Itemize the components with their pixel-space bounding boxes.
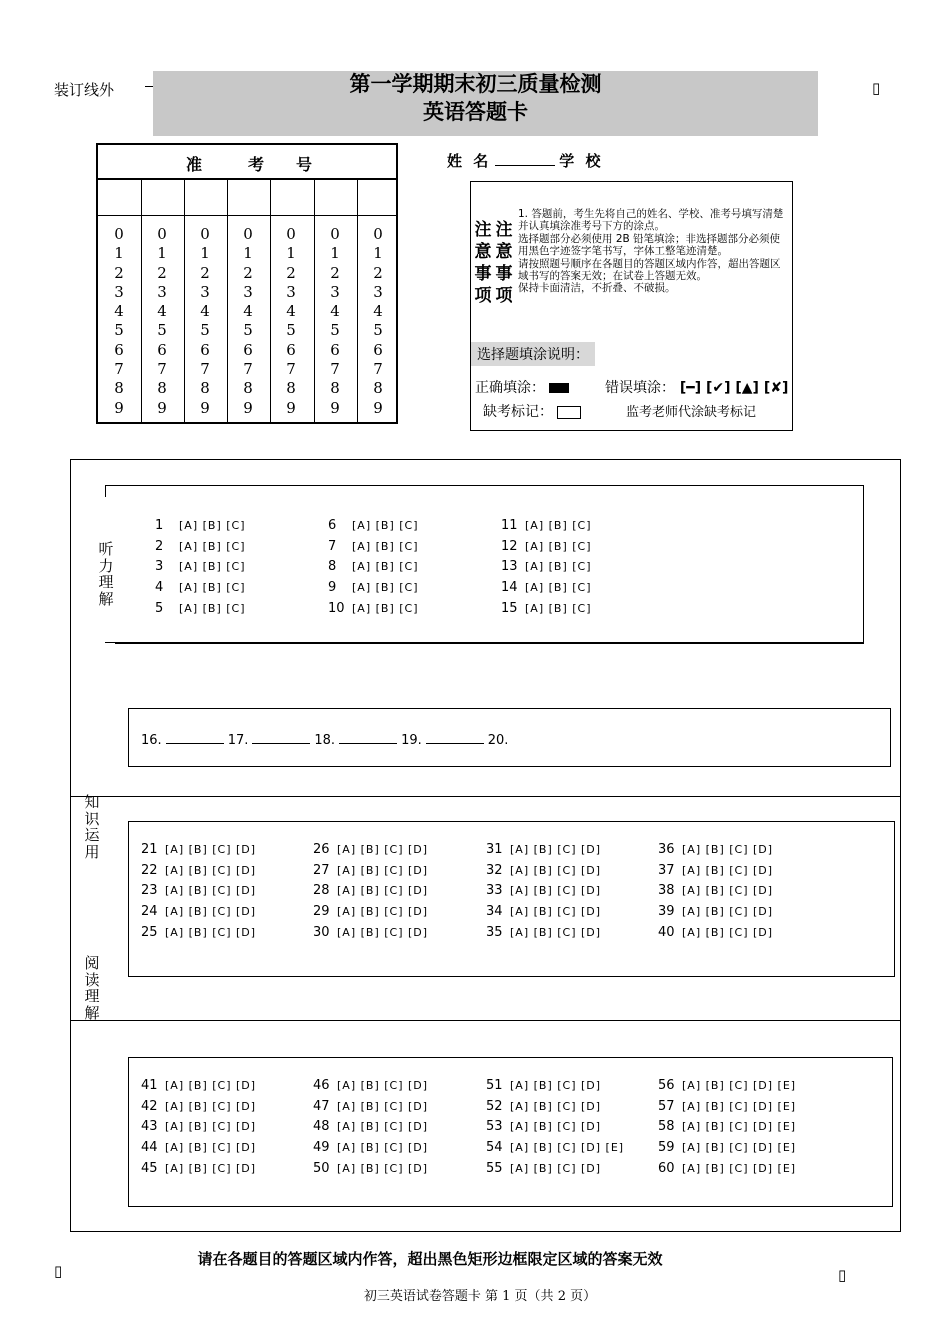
digit-bubble[interactable]: 1	[114, 244, 124, 263]
digit-bubble[interactable]: 5	[373, 321, 383, 340]
digit-bubble[interactable]: 2	[200, 263, 210, 282]
question-number: 12	[501, 538, 518, 554]
digit-bubble[interactable]: 8	[157, 379, 167, 398]
question-number: 37	[658, 862, 675, 878]
question-item[interactable]	[501, 539, 592, 554]
blank-number: 20.	[487, 733, 509, 748]
question-item[interactable]	[501, 518, 592, 533]
digit-bubble[interactable]: 1	[330, 244, 340, 263]
digit-bubble[interactable]: 1	[200, 244, 210, 263]
question-number: 26	[313, 842, 330, 857]
digit-bubble[interactable]: 3	[373, 282, 383, 301]
answer-options[interactable]: [A] [B] [C] [D]	[510, 1161, 602, 1175]
answer-options[interactable]: [A] [B] [C] [D]	[510, 863, 602, 877]
question-item[interactable]	[486, 1099, 601, 1114]
question-item[interactable]	[313, 842, 428, 857]
listening-box-underline	[115, 643, 864, 644]
digit-bubble[interactable]: 2	[373, 263, 383, 282]
question-item[interactable]	[155, 539, 246, 554]
digit-bubble[interactable]: 0	[114, 225, 124, 243]
question-item[interactable]	[658, 1119, 796, 1134]
divider	[145, 86, 153, 87]
question-item[interactable]	[141, 1161, 256, 1176]
absent-note: 监考老师代涂缺考标记	[626, 405, 757, 420]
question-item[interactable]	[501, 559, 592, 574]
question-number: 42	[141, 1098, 158, 1114]
question-number: 22	[141, 862, 158, 878]
exam-number-digit-column	[238, 225, 258, 418]
answer-options[interactable]: [A] [B] [C] [D]	[337, 1099, 429, 1113]
listening-label: 听 力 理 解	[98, 540, 114, 608]
answer-options[interactable]: [A] [B] [C] [D]	[682, 843, 774, 856]
answer-options[interactable]: [A] [B] [C] [D]	[337, 1141, 429, 1155]
school-label: 学 校	[559, 152, 604, 170]
digit-bubble[interactable]: 1	[243, 244, 253, 263]
solid-mark-icon	[549, 383, 569, 393]
question-number: 29	[313, 904, 330, 920]
digit-bubble[interactable]: 4	[157, 302, 167, 321]
question-number: 52	[486, 1098, 503, 1114]
binding-mark-top-left: 装订线外	[54, 81, 115, 99]
exam-number-digit-column	[368, 225, 388, 418]
question-item[interactable]	[486, 883, 601, 898]
question-number: 5	[155, 600, 164, 616]
correct-fill-example: 正确填涂：	[475, 377, 569, 397]
blank-number: 17.	[227, 733, 249, 748]
digit-bubble[interactable]: 8	[373, 379, 383, 398]
question-number: 55	[486, 1160, 503, 1176]
fill-heading: 选择题填涂说明：	[471, 342, 595, 366]
digit-bubble[interactable]: 9	[243, 398, 253, 417]
digit-bubble[interactable]: 7	[200, 360, 210, 379]
answer-options[interactable]: [A] [B] [C] [D]	[165, 1120, 257, 1134]
question-number: 36	[658, 842, 675, 857]
wrong-fill-example: 错误填涂： [━] [✔] [▲] [✘]	[605, 380, 789, 396]
answer-options[interactable]: [A] [B] [C] [D]	[337, 863, 429, 877]
reading-label: 阅 读 理 解	[84, 954, 100, 1022]
question-number: 45	[141, 1160, 158, 1176]
fill-instructions	[470, 339, 793, 431]
question-item[interactable]	[328, 580, 419, 595]
digit-bubble[interactable]: 7	[330, 360, 340, 379]
exam-number-write-row	[98, 180, 396, 216]
question-number: 3	[155, 559, 164, 575]
question-item[interactable]	[155, 518, 246, 533]
question-number: 27	[313, 862, 330, 878]
exam-number-column-divider	[141, 180, 142, 422]
answer-options[interactable]: [A] [B] [C] [D]	[682, 884, 774, 898]
question-number: 51	[486, 1078, 503, 1093]
digit-bubble[interactable]: 2	[157, 263, 167, 282]
blank-answer-line[interactable]	[252, 743, 310, 744]
question-number: 59	[658, 1140, 675, 1156]
notice-box	[470, 181, 793, 339]
question-number: 33	[486, 883, 503, 899]
answer-options[interactable]: [A] [B] [C] [D]	[510, 925, 602, 939]
digit-bubble[interactable]: 2	[243, 263, 253, 282]
page-title: 第一学期期末初三质量检测	[349, 72, 602, 96]
question-item[interactable]	[313, 1119, 428, 1134]
digit-bubble[interactable]: 1	[286, 244, 296, 263]
question-item[interactable]	[141, 1078, 256, 1093]
listening-box-tick	[105, 485, 106, 497]
answer-options[interactable]: [A] [B] [C] [D]	[337, 905, 429, 919]
question-item[interactable]	[658, 883, 773, 898]
answer-options[interactable]: [A] [B] [C]	[179, 560, 246, 574]
answer-options[interactable]: [A] [B] [C]	[525, 560, 592, 574]
answer-options[interactable]: [A] [B] [C] [D]	[337, 1161, 429, 1175]
exam-number-digit-column	[109, 225, 129, 418]
question-number: 47	[313, 1098, 330, 1114]
answer-options[interactable]: [A] [B] [C] [D] [E]	[682, 1141, 797, 1155]
question-item[interactable]	[486, 1161, 601, 1176]
digit-bubble[interactable]: 3	[157, 282, 167, 301]
question-item[interactable]	[141, 904, 256, 919]
digit-bubble[interactable]: 9	[286, 398, 296, 417]
name-input[interactable]	[495, 165, 555, 166]
question-number: 41	[141, 1078, 158, 1093]
digit-bubble[interactable]: 6	[157, 340, 167, 359]
exam-number-grid	[96, 143, 398, 424]
answer-options[interactable]: [A] [B] [C]	[525, 539, 592, 553]
question-number: 58	[658, 1119, 675, 1135]
question-number: 31	[486, 842, 503, 857]
digit-bubble[interactable]: 9	[373, 398, 383, 417]
answer-options[interactable]: [A] [B] [C]	[179, 539, 246, 553]
digit-bubble[interactable]: 3	[286, 282, 296, 301]
answer-options[interactable]: [A] [B] [C] [D]	[510, 1099, 602, 1113]
digit-bubble[interactable]: 0	[330, 225, 340, 243]
exam-number-label-1: 准	[186, 155, 203, 174]
question-item[interactable]	[313, 904, 428, 919]
question-item[interactable]	[486, 842, 601, 857]
digit-bubble[interactable]: 6	[114, 340, 124, 359]
question-item[interactable]	[328, 559, 419, 574]
blank-answer-line[interactable]	[166, 743, 224, 744]
answer-options[interactable]: [A] [B] [C] [D]	[510, 905, 602, 919]
question-number: 60	[658, 1160, 675, 1176]
question-number: 39	[658, 904, 675, 920]
exam-number-header	[98, 145, 396, 180]
question-number: 46	[313, 1078, 330, 1093]
question-number: 14	[501, 580, 518, 596]
question-number: 10	[328, 600, 345, 616]
question-item[interactable]	[313, 883, 428, 898]
digit-bubble[interactable]: 6	[286, 340, 296, 359]
question-number: 8	[328, 559, 337, 575]
digit-bubble[interactable]: 8	[286, 379, 296, 398]
answer-options[interactable]: [A] [B] [C] [D]	[165, 1141, 257, 1155]
digit-bubble[interactable]: 5	[114, 321, 124, 340]
notice-text: 1. 答题前，考生先将自己的姓名、学校、准考号填写清楚并认真填涂准考号下方的涂点。 选择题部分必须使用 2B 铅笔填涂；非选择题部分必须使用黑色字迹签字笔书写，字体工整笔迹清楚。 请按照题号顺序在各题目的答题区域内作答，超出答题区域书写的答案无效；在试卷上答题无效。 保持卡面清洁，不折叠、不破损。	[518, 208, 784, 295]
question-item[interactable]	[141, 1119, 256, 1134]
answer-options[interactable]: [A] [B] [C] [D] [E]	[510, 1141, 625, 1155]
answer-options[interactable]: [A] [B] [C] [D]	[682, 863, 774, 877]
corner-mark-bottom-left: ▯	[54, 1262, 63, 1280]
question-number: 54	[486, 1140, 503, 1156]
question-number: 48	[313, 1119, 330, 1135]
exam-number-column-divider	[357, 180, 358, 422]
question-item[interactable]	[501, 580, 592, 595]
question-number: 34	[486, 904, 503, 920]
digit-bubble[interactable]: 4	[200, 302, 210, 321]
blank-answer-line[interactable]	[426, 743, 484, 744]
answer-options[interactable]: [A] [B] [C] [D]	[337, 925, 429, 939]
question-number: 53	[486, 1119, 503, 1135]
digit-bubble[interactable]: 0	[243, 225, 253, 243]
answer-options[interactable]: [A] [B] [C]	[525, 601, 592, 615]
digit-bubble[interactable]: 8	[114, 379, 124, 398]
answer-options[interactable]: [A] [B] [C]	[352, 601, 419, 615]
digit-bubble[interactable]: 8	[200, 379, 210, 398]
question-number: 13	[501, 559, 518, 575]
question-item[interactable]	[313, 863, 428, 878]
question-item[interactable]	[313, 1161, 428, 1176]
question-number: 25	[141, 924, 158, 940]
question-item[interactable]	[658, 863, 773, 878]
question-item[interactable]	[328, 601, 419, 616]
notice-title-col1: 注 意 事 项	[474, 220, 492, 306]
question-number: 7	[328, 538, 337, 554]
question-item[interactable]	[658, 842, 773, 857]
question-number: 15	[501, 600, 518, 616]
exam-number-digit-column	[195, 225, 215, 418]
exam-number-label-2: 考	[248, 155, 265, 174]
answer-options[interactable]: [A] [B] [C] [D]	[510, 1120, 602, 1134]
exam-number-column-divider	[227, 180, 228, 422]
answer-options[interactable]: [A] [B] [C] [D]	[337, 843, 429, 856]
notice-title-col2: 注 意 事 项	[495, 220, 513, 306]
digit-bubble[interactable]: 5	[200, 321, 210, 340]
digit-bubble[interactable]: 3	[243, 282, 253, 301]
exam-number-digit-column	[281, 225, 301, 418]
answer-options[interactable]: [A] [B] [C] [D] [E]	[682, 1120, 797, 1134]
question-item[interactable]	[658, 1078, 796, 1093]
digit-bubble[interactable]: 6	[243, 340, 253, 359]
answer-options[interactable]: [A] [B] [C] [D]	[337, 884, 429, 898]
footer-note: 请在各题目的答题区域内作答，超出黑色矩形边框限定区域的答案无效	[197, 1250, 663, 1268]
digit-bubble[interactable]: 5	[286, 321, 296, 340]
question-item[interactable]	[141, 1099, 256, 1114]
corner-mark-bottom-right: ▯	[838, 1266, 847, 1284]
absent-checkbox[interactable]	[557, 406, 581, 419]
question-number: 6	[328, 518, 337, 533]
question-number: 23	[141, 883, 158, 899]
question-item[interactable]	[328, 518, 419, 533]
question-number: 43	[141, 1119, 158, 1135]
digit-bubble[interactable]: 9	[330, 398, 340, 417]
blank-answer-line[interactable]	[339, 743, 397, 744]
question-item[interactable]	[155, 559, 246, 574]
answer-options[interactable]: [A] [B] [C]	[352, 539, 419, 553]
question-item[interactable]	[313, 1078, 428, 1093]
question-item[interactable]	[141, 842, 256, 857]
answer-options[interactable]: [A] [B] [C] [D] [E]	[682, 1099, 797, 1113]
absent-mark: 缺考标记：	[483, 401, 581, 421]
exam-number-label-3: 号	[296, 155, 313, 174]
digit-bubble[interactable]: 4	[286, 302, 296, 321]
question-number: 30	[313, 924, 330, 940]
answer-options[interactable]: [A] [B] [C] [D]	[510, 1079, 602, 1092]
digit-bubble[interactable]: 7	[286, 360, 296, 379]
exam-number-column-divider	[270, 180, 271, 422]
question-number: 50	[313, 1160, 330, 1176]
answer-options[interactable]: [A] [B] [C] [D]	[165, 843, 257, 856]
question-number: 9	[328, 580, 337, 596]
question-number: 1	[155, 518, 164, 533]
question-item[interactable]	[141, 925, 256, 940]
question-number: 28	[313, 883, 330, 899]
question-item[interactable]	[141, 883, 256, 898]
question-item[interactable]	[486, 1119, 601, 1134]
question-item[interactable]	[486, 925, 601, 940]
blank-number: 16.	[141, 733, 162, 748]
answer-options[interactable]: [A] [B] [C] [D]	[165, 925, 257, 939]
section-divider-2	[70, 1020, 901, 1021]
question-item[interactable]	[313, 925, 428, 940]
digit-bubble[interactable]: 3	[114, 282, 124, 301]
question-item[interactable]	[141, 1140, 256, 1155]
fill-blank-row	[141, 733, 508, 748]
question-item[interactable]	[658, 1099, 796, 1114]
digit-bubble[interactable]: 0	[286, 225, 296, 243]
question-item[interactable]	[658, 904, 773, 919]
exam-number-column-divider	[184, 180, 185, 422]
answer-options[interactable]: [A] [B] [C] [D]	[510, 884, 602, 898]
question-item[interactable]	[155, 601, 246, 616]
question-number: 49	[313, 1140, 330, 1156]
answer-options[interactable]: [A] [B] [C]	[179, 601, 246, 615]
digit-bubble[interactable]: 5	[243, 321, 253, 340]
student-info-line	[447, 150, 603, 171]
answer-options[interactable]: [A] [B] [C] [D]	[337, 1120, 429, 1134]
question-item[interactable]	[486, 863, 601, 878]
digit-bubble[interactable]: 3	[200, 282, 210, 301]
answer-options[interactable]: [A] [B] [C] [D]	[165, 1079, 257, 1092]
answer-options[interactable]: [A] [B] [C] [D] [E]	[682, 1079, 797, 1092]
answer-options[interactable]: [A] [B] [C]	[352, 519, 419, 532]
question-item[interactable]	[313, 1140, 428, 1155]
blank-number: 19.	[401, 733, 422, 748]
question-item[interactable]	[486, 904, 601, 919]
digit-bubble[interactable]: 3	[330, 282, 340, 301]
blank-number: 18.	[314, 733, 336, 748]
corner-mark-top-right: ▯	[872, 79, 881, 97]
digit-bubble[interactable]: 9	[200, 398, 210, 417]
name-label: 姓 名	[447, 152, 492, 170]
question-item[interactable]	[658, 1140, 796, 1155]
exam-number-column-divider	[314, 180, 315, 422]
question-item[interactable]	[313, 1099, 428, 1114]
exam-number-digit-column	[325, 225, 345, 418]
digit-bubble[interactable]: 5	[157, 321, 167, 340]
digit-bubble[interactable]: 2	[286, 263, 296, 282]
digit-bubble[interactable]: 4	[373, 302, 383, 321]
question-item[interactable]	[155, 580, 246, 595]
question-number: 44	[141, 1140, 158, 1156]
question-item[interactable]	[658, 1161, 796, 1176]
question-item[interactable]	[328, 539, 419, 554]
question-item[interactable]	[486, 1140, 624, 1155]
question-number: 2	[155, 538, 164, 554]
digit-bubble[interactable]: 0	[157, 225, 167, 243]
digit-bubble[interactable]: 7	[114, 360, 124, 379]
digit-bubble[interactable]: 2	[114, 263, 124, 282]
digit-bubble[interactable]: 4	[243, 302, 253, 321]
digit-bubble[interactable]: 0	[373, 225, 383, 243]
question-number: 38	[658, 883, 675, 899]
digit-bubble[interactable]: 8	[243, 379, 253, 398]
answer-options[interactable]: [A] [B] [C] [D] [E]	[682, 1161, 797, 1175]
digit-bubble[interactable]: 4	[114, 302, 124, 321]
digit-bubble[interactable]: 1	[373, 244, 383, 263]
answer-options[interactable]: [A] [B] [C]	[179, 519, 246, 532]
digit-bubble[interactable]: 7	[243, 360, 253, 379]
answer-options[interactable]: [A] [B] [C] [D]	[165, 1161, 257, 1175]
answer-options[interactable]: [A] [B] [C]	[525, 581, 592, 595]
digit-bubble[interactable]: 4	[330, 302, 340, 321]
answer-options[interactable]: [A] [B] [C] [D]	[165, 905, 257, 919]
question-number: 35	[486, 924, 503, 940]
question-number: 32	[486, 862, 503, 878]
question-number: 56	[658, 1078, 675, 1093]
digit-bubble[interactable]: 7	[373, 360, 383, 379]
page-info: 初三英语试卷答题卡 第 1 页（共 2 页）	[363, 1289, 597, 1304]
digit-bubble[interactable]: 9	[114, 398, 124, 417]
digit-bubble[interactable]: 7	[157, 360, 167, 379]
question-number: 21	[141, 842, 158, 857]
answer-options[interactable]: [A] [B] [C]	[352, 560, 419, 574]
answer-options[interactable]: [A] [B] [C] [D]	[682, 905, 774, 919]
question-number: 40	[658, 924, 675, 940]
question-number: 11	[501, 518, 518, 533]
answer-options[interactable]: [A] [B] [C]	[525, 519, 592, 532]
digit-bubble[interactable]: 6	[200, 340, 210, 359]
answer-options[interactable]: [A] [B] [C] [D]	[337, 1079, 429, 1092]
question-number: 24	[141, 904, 158, 920]
page-subtitle: 英语答题卡	[423, 100, 528, 124]
question-item[interactable]	[501, 601, 592, 616]
answer-options[interactable]: [A] [B] [C] [D]	[682, 925, 774, 939]
digit-bubble[interactable]: 5	[330, 321, 340, 340]
question-number: 4	[155, 580, 164, 596]
knowledge-label: 知 识 运 用	[84, 793, 100, 861]
exam-number-digit-column	[152, 225, 172, 418]
digit-bubble[interactable]: 8	[330, 379, 340, 398]
answer-options[interactable]: [A] [B] [C]	[179, 581, 246, 595]
answer-options[interactable]: [A] [B] [C]	[352, 581, 419, 595]
digit-bubble[interactable]: 1	[157, 244, 167, 263]
answer-options[interactable]: [A] [B] [C] [D]	[510, 843, 602, 856]
digit-bubble[interactable]: 6	[330, 340, 340, 359]
section-divider-1	[70, 796, 901, 797]
question-item[interactable]	[141, 863, 256, 878]
answer-options[interactable]: [A] [B] [C] [D]	[165, 884, 257, 898]
question-number: 57	[658, 1098, 675, 1114]
digit-bubble[interactable]: 0	[200, 225, 210, 243]
answer-options[interactable]: [A] [B] [C] [D]	[165, 1099, 257, 1113]
digit-bubble[interactable]: 6	[373, 340, 383, 359]
question-item[interactable]	[658, 925, 773, 940]
digit-bubble[interactable]: 9	[157, 398, 167, 417]
digit-bubble[interactable]: 2	[330, 263, 340, 282]
answer-options[interactable]: [A] [B] [C] [D]	[165, 863, 257, 877]
question-item[interactable]	[486, 1078, 601, 1093]
